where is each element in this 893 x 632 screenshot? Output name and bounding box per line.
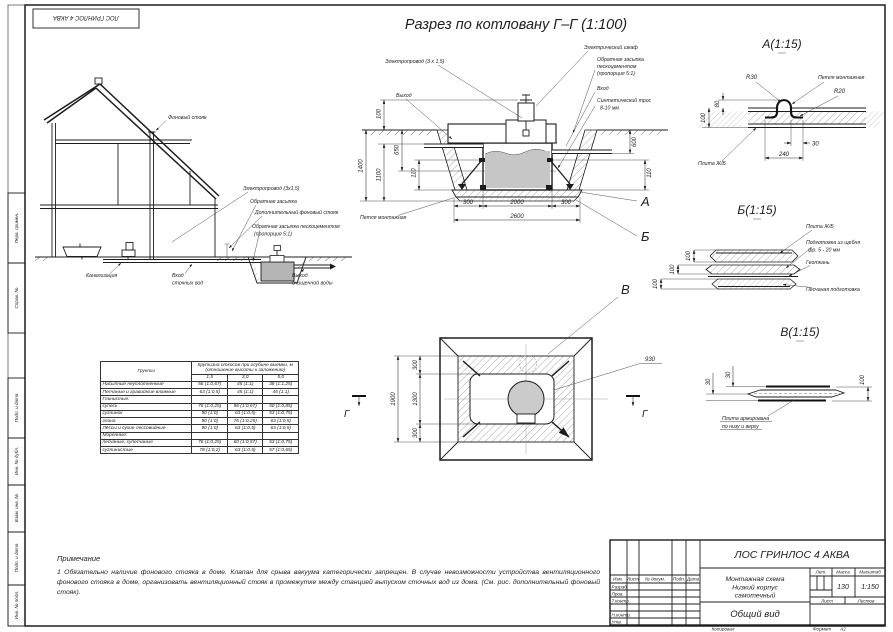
dim-240: 240 [778,152,790,158]
inlet-label: Вход [597,86,609,92]
reinf-label: Плита армирована [722,416,770,422]
sand-label: Песчаная подготовка [806,287,860,293]
geo-label: Геоткань [806,260,830,266]
dim-600: 600 [632,136,638,148]
table-col-slope: Крутизна откосов при глубине выемки, м (отношение высоты к заложению) [192,362,299,375]
dim-1900: 1900 [391,392,397,406]
station-tank-small [261,262,294,281]
inlet-label: Вход [172,273,184,279]
col-izm: Изм. [613,576,623,582]
sheet-label: Лист [821,598,833,604]
dim-1400: 1400 [358,159,365,173]
marker-v: В [621,282,630,297]
scale-label: Масштаб [859,569,881,575]
backfill-label2: пескоцементом [597,64,637,70]
backfill-cement-label2: (пропорция 5:1) [254,231,292,238]
dim-2000: 2000 [510,200,524,206]
lamp-box [518,103,534,121]
margin-label: Подп. и дата [14,543,19,573]
dim-100a: 100 [701,112,707,124]
dim-1100: 1100 [376,168,383,182]
backfill-cement-label: Обратная засыпка пескоцементом [252,224,340,230]
note-block [57,554,600,599]
margin-label: Перв. примен. [14,212,19,244]
backfill-label: Обратная засыпка [597,57,644,63]
loop-label: Петля монтажная [360,215,407,221]
row-nkontr: Н.контр. [611,612,631,618]
rubble-label2: фр. 5 - 20 мм [808,247,840,254]
margin-label: Подп. и дата [14,393,19,423]
table-row: суглинок 90 (1:0) 63 (1:0,5) 53 (1:0,75) [101,410,299,417]
house-station [225,244,337,283]
pit-cross-section [359,44,669,244]
lit-label: Лит. [815,569,827,575]
row-prov: Пров. [611,591,624,597]
detail-b-title: Б(1:15) [737,203,777,217]
dim-80: 80 [715,100,721,108]
dim-300b: 300 [413,427,419,439]
table-row: глина 90 (1:0) 76 (1:0,25) 63 (1:0,5) [101,418,299,425]
margin-label: Инв. № подл. [14,590,19,620]
sewer-label: Канализация [86,273,118,279]
band-rubble [706,265,800,274]
row-utv: Утв. [611,619,622,625]
dim-110-right: 110 [647,168,653,178]
margin-label: Инв. № дубл. [14,446,19,476]
dim-100v: 100 [860,374,866,386]
table-row: Моренные: [101,432,299,439]
inlet-label2: сточных вод [172,280,204,287]
dim-100-b3: 100 [686,250,692,262]
r20-label: R20 [834,89,846,95]
col-docnum: № докум. [644,576,666,582]
base-slab [452,190,582,197]
format-label: Формат [812,626,832,632]
wire-label: Электропровод (3 х 1,5) [385,59,445,65]
r30-label: R30 [746,75,758,81]
wire-label: Электропровод (3х1,5) [243,186,300,192]
vent-stack-pipe [148,132,156,259]
marker-b: Б [641,229,650,244]
table-row: супесь 76 (1:0,25) 56 (1:0,67) 50 (1:0,85) [101,403,299,410]
depth-header: 3,0 [227,374,263,381]
detail-a [698,37,884,167]
top-stamp-text: ЛОС ГРИНЛОС 4 АКВА [53,14,119,20]
margin-label: Справ. № [14,287,19,309]
doc-desc3: самотечный [734,592,776,600]
row-tkontr: Т.контр. [611,598,631,604]
toilet [122,243,135,257]
vent-stack-label: Фоновый стояк [168,115,207,121]
dim-930: 930 [644,357,656,363]
margin-column [8,193,25,626]
detail-a-title: А(1:15) [762,37,802,51]
tank-water [485,149,550,188]
rope-label2: 8-10 мм [600,105,619,112]
doc-desc2: Низкий корпус [732,584,778,592]
outlet-label2: очищенной воды [292,280,333,287]
dim-30b: 30 [726,371,732,379]
detail-v-title: В(1:15) [780,325,820,339]
sheets-label: Листов [857,598,875,604]
rubble-label: Подготовка из щебня [806,240,861,246]
detail-b [653,203,860,293]
marker-g-left: Г [344,409,350,420]
mass-label: Масса [836,569,850,575]
dim-30a: 30 [812,141,819,148]
margin-label: Взам. инв. № [14,493,19,523]
cabinet-label: Электрический шкаф [584,45,638,51]
dim-650: 650 [394,144,401,156]
depth-header: 1,5 [192,374,228,381]
bathtub [63,244,101,257]
soils-table [100,361,300,454]
table-row: суглинистые 78 (1:0,2) 63 (1:0,5) 57 (1:0,65) [101,447,299,454]
format-value: А2 [840,626,846,632]
dim-110-left: 110 [411,168,418,178]
slab-label-b: Плита Ж/Б [806,224,834,230]
table-col-soil: Грунты [101,362,192,382]
detail-v [544,325,872,430]
marker-a: А [641,194,650,209]
band-slab [710,250,798,262]
table-row: Насыпные неуплотненные 56 (1:0,67) 45 (1:1) 38 (1:1,25) [101,381,299,388]
mass-value: 130 [837,584,849,591]
marker-g-right: Г [642,409,648,420]
table-row: Лёссы и сухие лессовидные 90 (1:0) 63 (1:0,5) 63 (1:0,5) [101,425,299,432]
dim-100: 100 [376,108,383,120]
dim-2600: 2600 [510,214,524,220]
outlet-label: Выход [396,93,412,99]
table-row: Глинистые: [101,396,299,403]
note-text: 1 Обязательно наличие фонового стояка в доме. Клапан для срыва вакуума категорически запрещен. В случае невозможности устройства вентиляционного фонового стояка в доме, организовать вентиляционный стояк в промежутке между станцией выпуском сточных вод из дома. (См. рис. дополнительный фоновый стояк). [57,569,600,597]
loop-label-a: Петля монтажная [818,75,865,81]
house-section-drawing [35,78,352,287]
plan-view [344,282,649,460]
band-sand [712,279,796,289]
dim-1300: 1300 [413,392,419,406]
dim-100-b2: 100 [670,264,676,275]
plan-cabinet [517,414,535,423]
slab-label-a: Плита Ж/Б [698,161,726,167]
doc-desc1: Монтажная схема [725,576,785,583]
col-data: Дата [686,576,700,582]
table-row: Песчаные и гравийные влажные 63 (1:0,5) 45 (1:1) 45 (1:1) [101,389,299,396]
dim-300t: 300 [413,359,419,371]
depth-header: 5,0 [263,374,299,381]
table-row: песчаные, супесчаные 76 (1:0,25) 60 (1:0,57) 53 (1:0,75) [101,439,299,446]
dim-30a-v: 30 [706,378,712,386]
row-razrab: Разраб. [611,584,629,590]
backfill-label: Обратная засыпка [250,199,297,205]
sheet-frame [8,5,885,626]
dim-300r: 300 [560,200,572,206]
reinf-label2: по низу и верху [722,424,759,430]
plan-tank-lid [508,381,544,417]
dim-300l: 300 [462,200,474,206]
note-heading: Примечание [57,554,101,563]
scale-value: 1:150 [861,584,879,591]
col-list: Лист [627,576,639,582]
col-podp: Подп. [672,576,686,582]
doc-view: Общий вид [730,609,780,620]
extra-stack-label: Дополнительный фоновый стояк [255,210,339,216]
outlet-label: Выход [292,273,308,279]
copied-label: Копировал [711,626,735,632]
drawing-title: Разрез по котловану Г–Г (1:100) [404,17,628,33]
doc-name: ЛОС ГРИНЛОС 4 АКВА [734,549,850,561]
title-block [610,540,885,632]
backfill-label3: (пропорция 5:1) [597,71,635,77]
dim-100-b1: 100 [653,278,659,290]
rope-label: Синтетический трос [597,98,652,104]
